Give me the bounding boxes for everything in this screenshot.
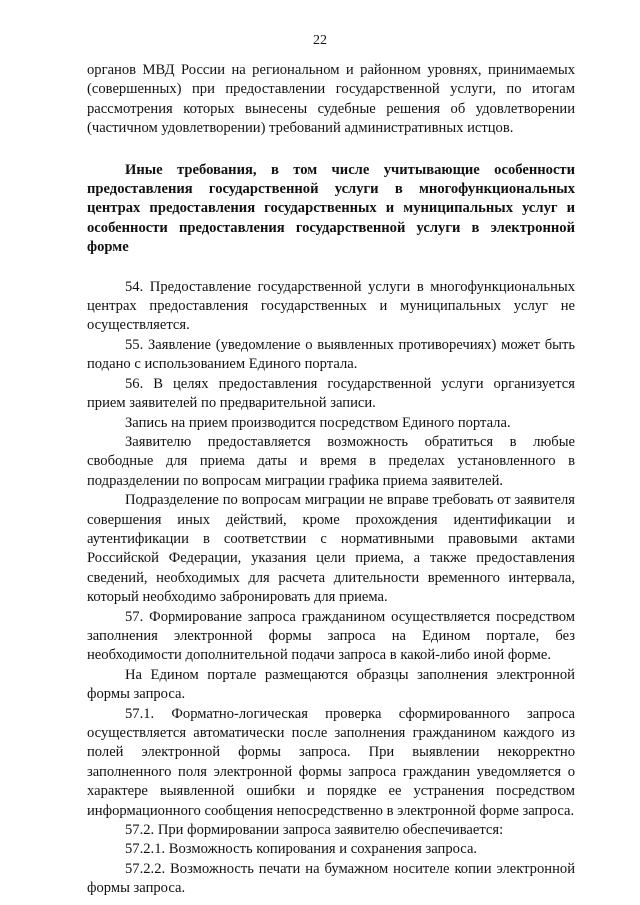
- paragraph-57-2-1: 57.2.1. Возможность копирования и сохранения запроса.: [125, 841, 478, 858]
- paragraph-56-restrictions: Подразделение по вопросам миграции не вправе требовать от заявителя совершения иных действий, кроме прохождения идентификации и аутентификации в соответствии с нормативными правовыми актами Российской Федерации, указания цели приема, а также предоставления сведений, необходимых для расчета длительности временного интервала, который необходимо забронировать для приема.: [87, 492, 575, 606]
- paragraph-56: 56. В целях предоставления государственной услуги организуется прием заявителей по предварительной записи.: [87, 375, 575, 412]
- paragraph-57-samples: На Едином портале размещаются образцы заполнения электронной формы запроса.: [87, 666, 575, 703]
- paragraph-57-1: 57.1. Форматно-логическая проверка сформированного запроса осуществляется автоматически после заполнения гражданином каждого из полей электронной формы запроса. При выявлении некорректно заполненного поля электронной формы запроса гражданин уведомляется о характере выявленной ошибки и порядке ее устранения посредством информационного сообщения непосредственно в электронной форме запроса.: [87, 705, 575, 819]
- paragraph-56-appointment: Запись на прием производится посредством Единого портала.: [125, 414, 511, 431]
- paragraph-57-2: 57.2. При формировании запроса заявителю обеспечивается:: [125, 822, 504, 839]
- paragraph-56-availability: Заявителю предоставляется возможность обратиться в любые свободные для приема даты и время в пределах установленного в подразделении по вопросам миграции графика приема заявителей.: [87, 433, 575, 489]
- document-body: [87, 61, 575, 899]
- paragraph-55: 55. Заявление (уведомление о выявленных противоречиях) может быть подано с использованием Единого портала.: [87, 336, 575, 373]
- paragraph-57: 57. Формирование запроса гражданином осуществляется посредством заполнения электронной формы запроса на Едином портале, без необходимости дополнительной подачи запроса в какой-либо иной форме.: [87, 608, 575, 664]
- paragraph-57-2-2: 57.2.2. Возможность печати на бумажном носителе копии электронной формы запроса.: [87, 860, 575, 897]
- section-heading: Иные требования, в том числе учитывающие особенности предоставления государственной услуги в многофункциональных центрах предоставления государственных и муниципальных услуг и особенности предоставления государственной услуги в электронной форме: [87, 161, 575, 256]
- paragraph-continued: органов МВД России на региональном и районном уровнях, принимаемых (совершенных) при предоставлении государственной услуги, по итогам рассмотрения которых вынесены судебные решения об удовлетворении (частичном удовлетворении) требований административных истцов.: [87, 62, 575, 137]
- page-number: 22: [313, 33, 327, 48]
- paragraph-54: 54. Предоставление государственной услуги в многофункциональных центрах предоставления государственных и муниципальных услуг не осуществляется.: [87, 278, 575, 334]
